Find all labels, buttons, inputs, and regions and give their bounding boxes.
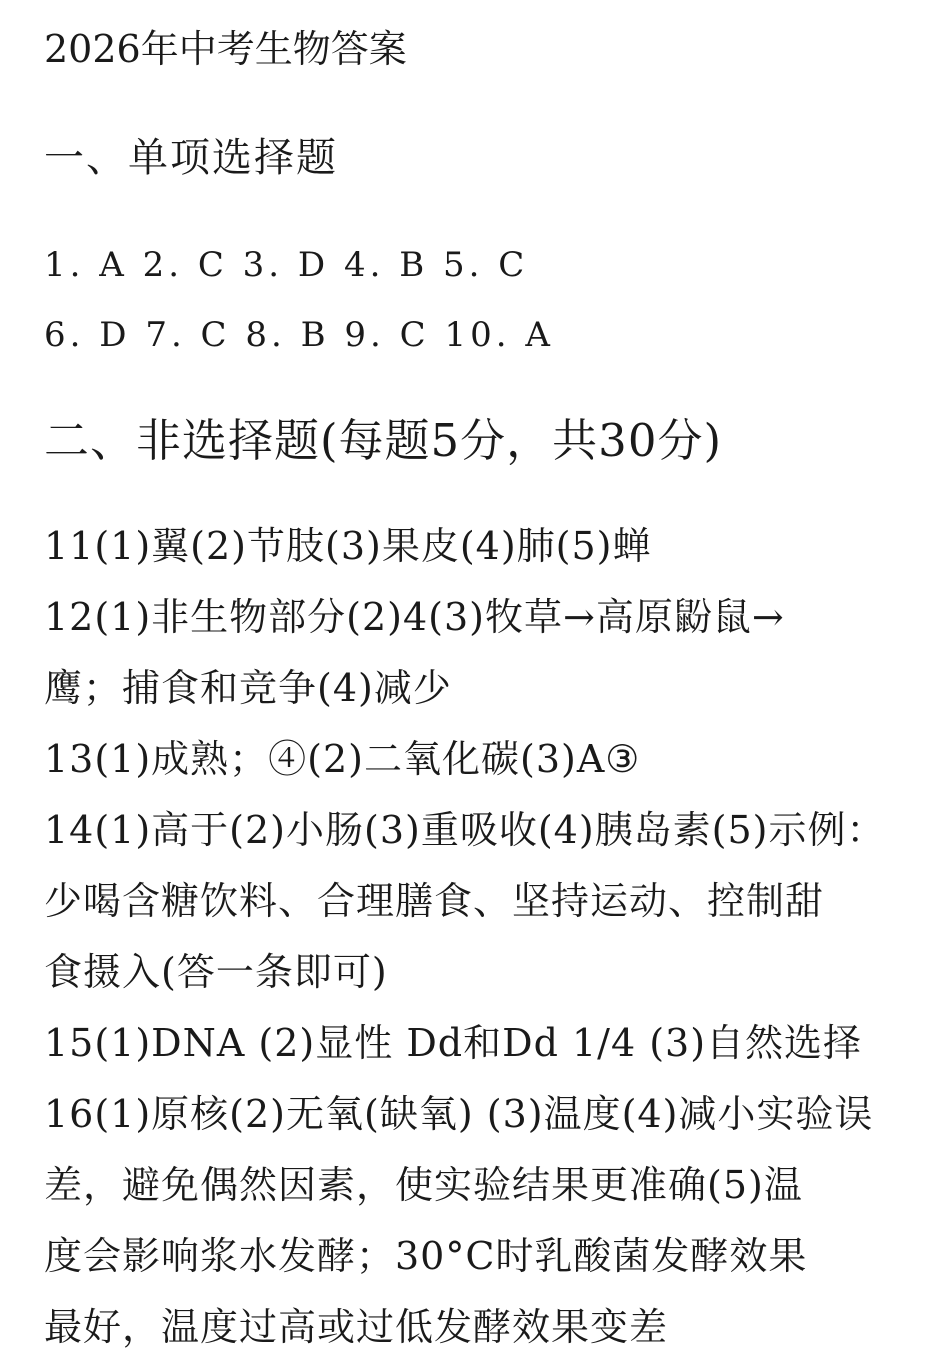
- page-title: 2026年中考生物答案: [44, 27, 407, 71]
- answer-16-line-1: 16(1)原核(2)无氧(缺氧) (3)温度(4)减小实验误: [44, 1092, 874, 1136]
- choice-answers-row-1: 1. A 2. C 3. D 4. B 5. C: [44, 245, 529, 285]
- answer-11: 11(1)翼(2)节肢(3)果皮(4)肺(5)蝉: [44, 524, 652, 568]
- answer-15: 15(1)DNA (2)显性 Dd和Dd 1/4 (3)自然选择: [44, 1021, 863, 1065]
- section1-heading: 一、单项选择题: [44, 135, 338, 181]
- answer-16-line-4: 最好，温度过高或过低发酵效果变差: [44, 1305, 669, 1349]
- answer-16-line-2: 差，避免偶然因素，使实验结果更准确(5)温: [44, 1163, 803, 1207]
- answer-14-line-2: 少喝含糖饮料、合理膳食、坚持运动、控制甜: [44, 879, 825, 923]
- answer-12-line-1: 12(1)非生物部分(2)4(3)牧草→高原鼢鼠→: [44, 595, 785, 639]
- answer-12-line-2: 鹰；捕食和竞争(4)减少: [44, 666, 452, 710]
- choice-answers-row-2: 6. D 7. C 8. B 9. C 10. A: [44, 315, 554, 355]
- answer-16-line-3: 度会影响浆水发酵；30°C时乳酸菌发酵效果: [44, 1234, 808, 1278]
- answer-14-line-1: 14(1)高于(2)小肠(3)重吸收(4)胰岛素(5)示例：: [44, 808, 886, 852]
- answer-13: 13(1)成熟；④(2)二氧化碳(3)A③: [44, 737, 641, 781]
- answer-14-line-3: 食摄入(答一条即可): [44, 950, 388, 994]
- section2-heading: 二、非选择题(每题5分，共30分): [44, 414, 723, 467]
